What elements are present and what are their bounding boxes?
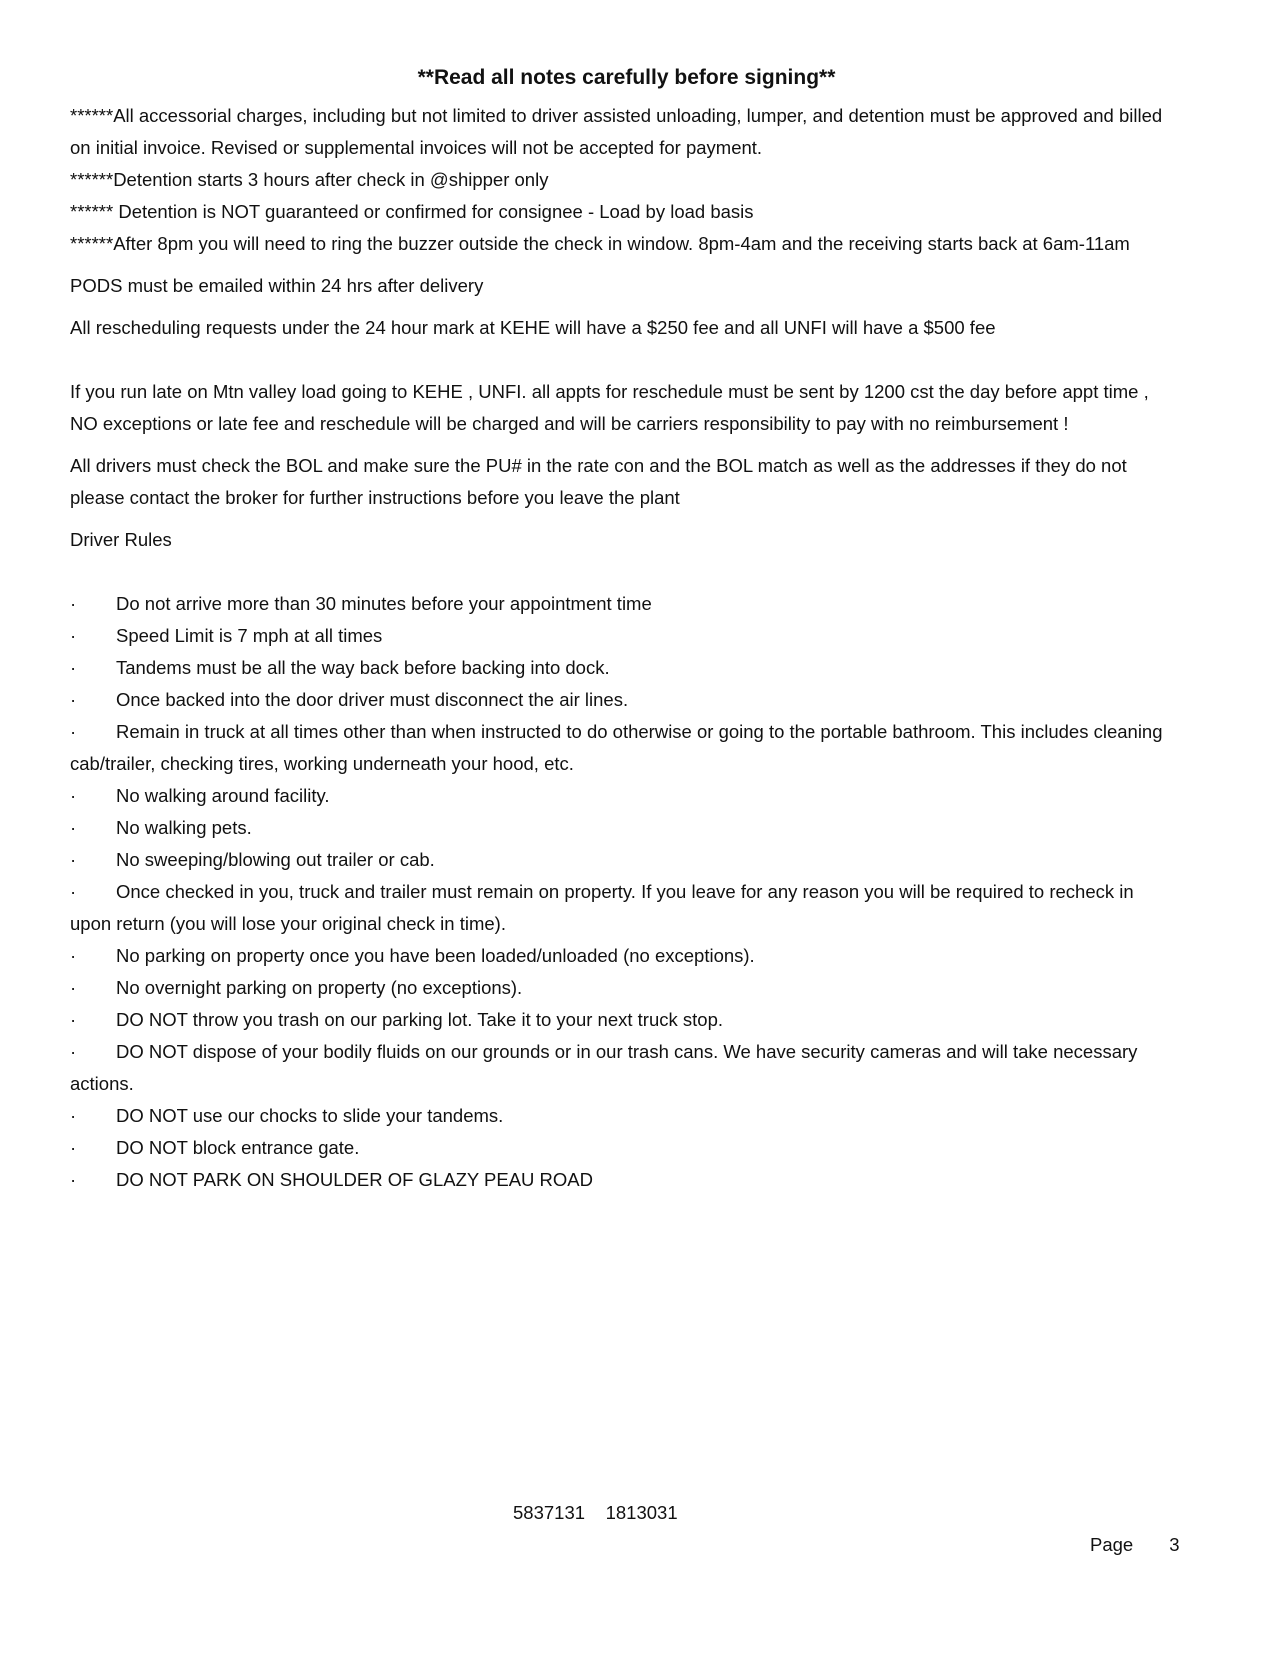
bol-check-note: All drivers must check the BOL and make sure the PU# in the rate con and the BOL match as well as the addresses if they do not please contact the broker for further instructions before you leave the plant — [70, 455, 1127, 508]
document-body — [70, 100, 1170, 1196]
page-title: **Read all notes carefully before signing** — [417, 66, 836, 89]
bullet-icon: · — [70, 689, 77, 710]
bullet-icon: · — [70, 849, 77, 870]
driver-rule-text: No parking on property once you have been loaded/unloaded (no exceptions). — [116, 945, 755, 966]
bullet-icon: · — [70, 1105, 77, 1126]
driver-rule-text: Once checked in you, truck and trailer must remain on property. If you leave for any reason you will be required to recheck in upon return (you will lose your original check in time). — [70, 881, 1134, 934]
driver-rules-list — [70, 588, 1170, 1196]
bullet-icon: · — [70, 1137, 77, 1158]
note-detention-shipper: ******Detention starts 3 hours after check in @shipper only — [70, 169, 549, 190]
driver-rule-text: Do not arrive more than 30 minutes before your appointment time — [116, 593, 652, 614]
driver-rule-text: DO NOT block entrance gate. — [116, 1137, 360, 1158]
rescheduling-note: All rescheduling requests under the 24 hour mark at KEHE will have a $250 fee and all UNFI will have a $500 fee — [70, 317, 996, 338]
driver-rule-text: DO NOT throw you trash on our parking lot. Take it to your next truck stop. — [116, 1009, 724, 1030]
driver-rule — [70, 716, 1170, 780]
driver-rule — [70, 620, 1170, 652]
driver-rule-text: Speed Limit is 7 mph at all times — [116, 625, 383, 646]
bullet-icon: · — [70, 593, 77, 614]
note-after-hours: ******After 8pm you will need to ring the buzzer outside the check in window. 8pm-4am and the receiving starts back at 6am-11am — [70, 233, 1130, 254]
bullet-icon: · — [70, 817, 77, 838]
driver-rule — [70, 1004, 1170, 1036]
driver-rule-text: DO NOT use our chocks to slide your tandems. — [116, 1105, 504, 1126]
driver-rule-text: Once backed into the door driver must disconnect the air lines. — [116, 689, 629, 710]
driver-rule-text: DO NOT PARK ON SHOULDER OF GLAZY PEAU ROAD — [116, 1169, 593, 1190]
pods-note: PODS must be emailed within 24 hrs after delivery — [70, 275, 484, 296]
page-number: 3 — [1169, 1534, 1180, 1555]
driver-rules-heading: Driver Rules — [70, 529, 172, 550]
note-accessorial-charges: ******All accessorial charges, including but not limited to driver assisted unloading, lumper, and detention must be approved and billed on initial invoice. Revised or supplemental invoices will not be accepted for payment. — [70, 105, 1163, 158]
bullet-icon: · — [70, 945, 77, 966]
driver-rule — [70, 1132, 1170, 1164]
late-notice: If you run late on Mtn valley load going to KEHE , UNFI. all appts for reschedule must be sent by 1200 cst the day before appt time , NO exceptions or late fee and reschedule will be charged and will be carriers responsibility to pay with no reimbursement ! — [70, 381, 1149, 434]
driver-rule-text: DO NOT dispose of your bodily fluids on our grounds or in our trash cans. We have security cameras and will take necessary actions. — [70, 1041, 1138, 1094]
driver-rule-text: Remain in truck at all times other than when instructed to do otherwise or going to the portable bathroom. This includes cleaning cab/trailer, checking tires, working underneath your hood, etc. — [70, 721, 1163, 774]
bullet-icon: · — [70, 785, 77, 806]
driver-rule-text: No walking around facility. — [116, 785, 330, 806]
driver-rule-text: No overnight parking on property (no exceptions). — [116, 977, 523, 998]
driver-rule — [70, 1100, 1170, 1132]
note-detention-consignee: ****** Detention is NOT guaranteed or confirmed for consignee - Load by load basis — [70, 201, 754, 222]
driver-rule-text: Tandems must be all the way back before backing into dock. — [116, 657, 610, 678]
driver-rule — [70, 940, 1170, 972]
bullet-icon: · — [70, 1041, 77, 1062]
driver-rule — [70, 1036, 1170, 1100]
driver-rule — [70, 876, 1170, 940]
driver-rule-text: No sweeping/blowing out trailer or cab. — [116, 849, 435, 870]
bullet-icon: · — [70, 657, 77, 678]
footer-reference-numbers: 5837131 1813031 — [513, 1502, 678, 1523]
bullet-icon: · — [70, 1169, 77, 1190]
bullet-icon: · — [70, 977, 77, 998]
driver-rule — [70, 684, 1170, 716]
bullet-icon: · — [70, 625, 77, 646]
bullet-icon: · — [70, 1009, 77, 1030]
driver-rule — [70, 1164, 1170, 1196]
bullet-icon: · — [70, 721, 77, 742]
driver-rule — [70, 652, 1170, 684]
driver-rule — [70, 588, 1170, 620]
page-label: Page — [1090, 1534, 1134, 1555]
driver-rule-text: No walking pets. — [116, 817, 252, 838]
page-indicator — [1090, 1532, 1180, 1558]
driver-rule — [70, 780, 1170, 812]
driver-rule — [70, 812, 1170, 844]
bullet-icon: · — [70, 881, 77, 902]
driver-rule — [70, 972, 1170, 1004]
driver-rule — [70, 844, 1170, 876]
